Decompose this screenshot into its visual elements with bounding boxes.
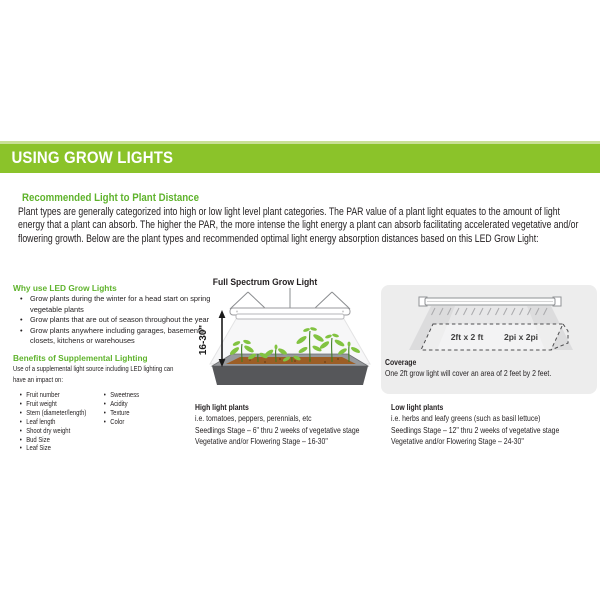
distance-label: 16-30" bbox=[198, 324, 209, 356]
intro-paragraph: Plant types are generally categorized into high or low light level plant categories. The PAR value of a plant light equates to the amount of light energy that a plant can absorb. The higher the PAR, the more intense the light energy a plant can absorb facilitating accelerated vegetative and/or flowering growth. Below are the plant types and recommended optimal light energy absorption distances based on this LED Grow Light: bbox=[18, 206, 579, 245]
list-item: • Sweetness bbox=[103, 391, 215, 400]
hanger-wires-icon bbox=[230, 288, 350, 309]
low-light-examples: i.e. herbs and leafy greens (such as basil lettuce) bbox=[391, 413, 541, 424]
coverage-illustration bbox=[395, 290, 585, 362]
low-light-seedlings: Seedlings Stage – 12" thru 2 weeks of vegetative stage bbox=[391, 424, 560, 435]
benefits-intro: Use of a supplemental light source including LED lighting can have an impact on: bbox=[13, 364, 174, 384]
list-item: • Leaf length bbox=[19, 418, 131, 427]
grow-light-illustration bbox=[190, 288, 390, 398]
high-light-examples: i.e. tomatoes, peppers, perennials, etc bbox=[195, 413, 312, 424]
coverage-area-box-icon bbox=[421, 324, 568, 350]
list-item: • Fruit weight bbox=[19, 400, 131, 409]
list-item: • Shoot dry weight bbox=[19, 427, 131, 436]
list-item: • Acidity bbox=[103, 400, 215, 409]
low-light-vegetative: Vegetative and/or Flowering Stage – 24-30" bbox=[391, 436, 524, 447]
coverage-area-imperial: 2ft x 2 ft bbox=[450, 332, 484, 342]
high-light-heading: High light plants bbox=[195, 402, 249, 412]
page-title: USING GROW LIGHTS bbox=[11, 148, 174, 167]
title-banner bbox=[0, 141, 600, 173]
list-item: • Color bbox=[103, 418, 215, 427]
high-light-block bbox=[195, 402, 391, 448]
why-led-heading: Why use LED Grow Lights bbox=[13, 283, 117, 293]
coverage-heading: Coverage bbox=[385, 357, 417, 367]
low-light-block bbox=[391, 402, 587, 448]
high-light-seedlings: Seedlings Stage – 6" thru 2 weeks of vegetative stage bbox=[195, 424, 360, 435]
list-item: • Grow plants anywhere including garages, basements, closets, kitchens or warehouses bbox=[19, 326, 229, 347]
benefits-heading: Benefits of Supplemental Lighting bbox=[13, 353, 148, 363]
grow-light-fixture-icon bbox=[230, 308, 350, 319]
list-item: • Bud Size bbox=[19, 436, 131, 445]
list-item: • Fruit number bbox=[19, 391, 131, 400]
planter-icon bbox=[212, 354, 368, 366]
coverage-caption bbox=[385, 357, 595, 379]
coverage-light-bar-icon bbox=[419, 297, 561, 306]
list-item: • Grow plants that are out of season throughout the year bbox=[19, 315, 229, 326]
coverage-area-metric: 2pi x 2pi bbox=[503, 332, 539, 342]
planter-front-icon bbox=[212, 366, 368, 385]
list-item: • Leaf Size bbox=[19, 444, 131, 453]
list-item: • Texture bbox=[103, 409, 215, 418]
list-item: • Stem (diameter/length) bbox=[19, 409, 131, 418]
coverage-body: One 2ft grow light will cover an area of 2 feet by 2 feet. bbox=[385, 368, 552, 379]
low-light-heading: Low light plants bbox=[391, 402, 444, 412]
grow-light-title: Full Spectrum Grow Light bbox=[212, 277, 318, 288]
section-heading: Recommended Light to Plant Distance bbox=[22, 192, 199, 204]
high-light-vegetative: Vegetative and/or Flowering Stage – 16-30" bbox=[195, 436, 328, 447]
list-item: • Grow plants during the winter for a head start on spring vegetable plants bbox=[19, 294, 229, 315]
